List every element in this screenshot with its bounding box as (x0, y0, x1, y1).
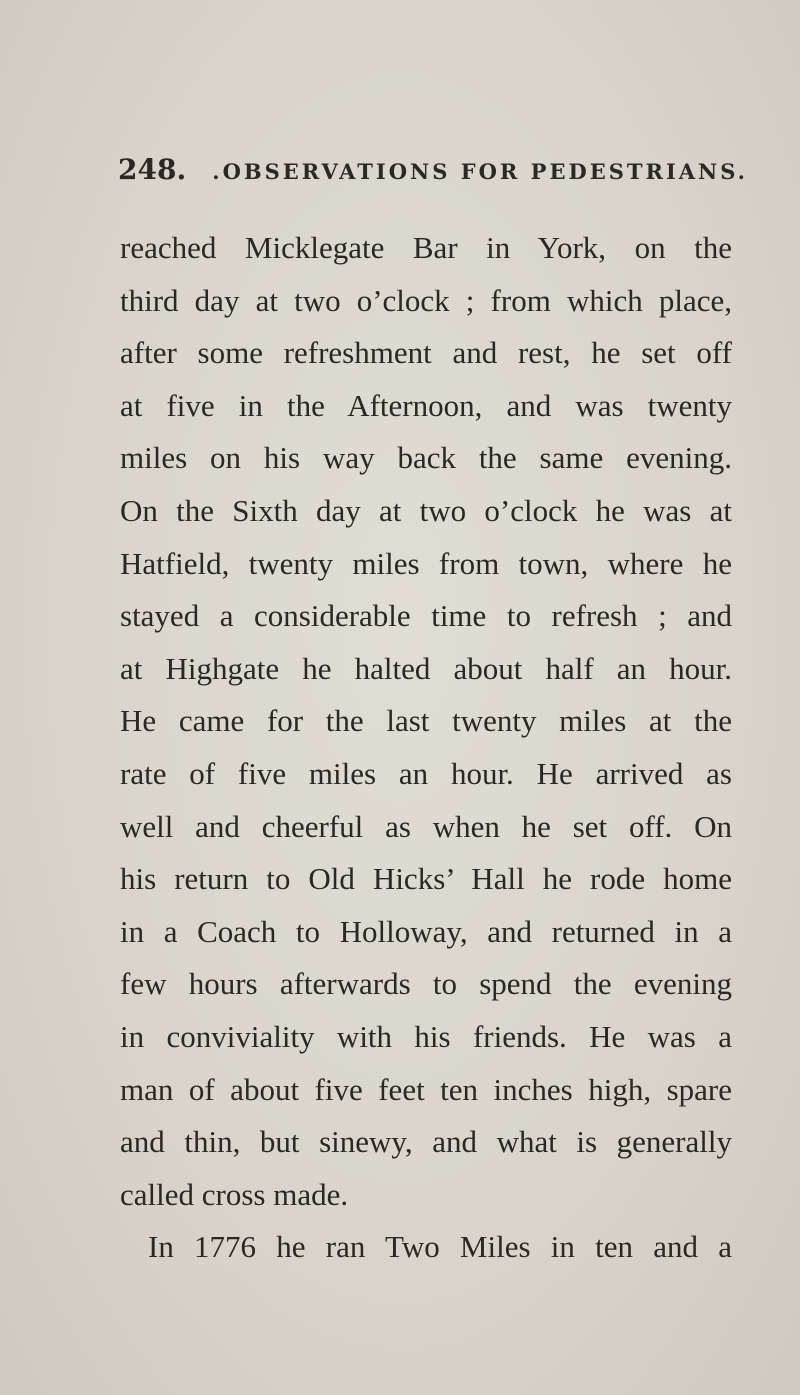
text-line: On the Sixth day at two o’clock he was at (120, 492, 732, 528)
text-line: third day at two o’clock ; from which place, (120, 282, 732, 318)
running-title: .OBSERVATIONS FOR PEDESTRIANS. (212, 159, 748, 184)
text-line: in a Coach to Holloway, and returned in a (120, 913, 732, 949)
text-line: in conviviality with his friends. He was a (120, 1018, 732, 1054)
text-line: He came for the last twenty miles at the (120, 703, 732, 739)
text-line: called cross made. (120, 1176, 349, 1212)
text-line: In 1776 he ran Two Miles in ten and a (148, 1229, 732, 1265)
text-line: man of about five feet ten inches high, spare (120, 1071, 732, 1107)
text-line: after some refreshment and rest, he set off (120, 335, 732, 371)
text-line: at Highgate he halted about half an hour. (120, 650, 732, 686)
text-line: reached Micklegate Bar in York, on the (120, 230, 732, 265)
text-line: well and cheerful as when he set off. On (120, 808, 732, 844)
text-line: stayed a considerable time to refresh ; and (120, 598, 732, 634)
text-line: rate of five miles an hour. He arrived as (120, 755, 732, 791)
text-line: few hours afterwards to spend the evening (120, 966, 732, 1002)
page-header (118, 153, 758, 186)
text-line: at five in the Afternoon, and was twenty (120, 387, 732, 423)
text-line: and thin, but sinewy, and what is generally (120, 1124, 732, 1160)
text-line: Hatfield, twenty miles from town, where he (120, 545, 732, 581)
page-number: 248. (118, 153, 187, 186)
text-line: miles on his way back the same evening. (120, 440, 732, 476)
body-text (120, 222, 732, 1274)
text-line: his return to Old Hicks’ Hall he rode home (120, 861, 732, 897)
